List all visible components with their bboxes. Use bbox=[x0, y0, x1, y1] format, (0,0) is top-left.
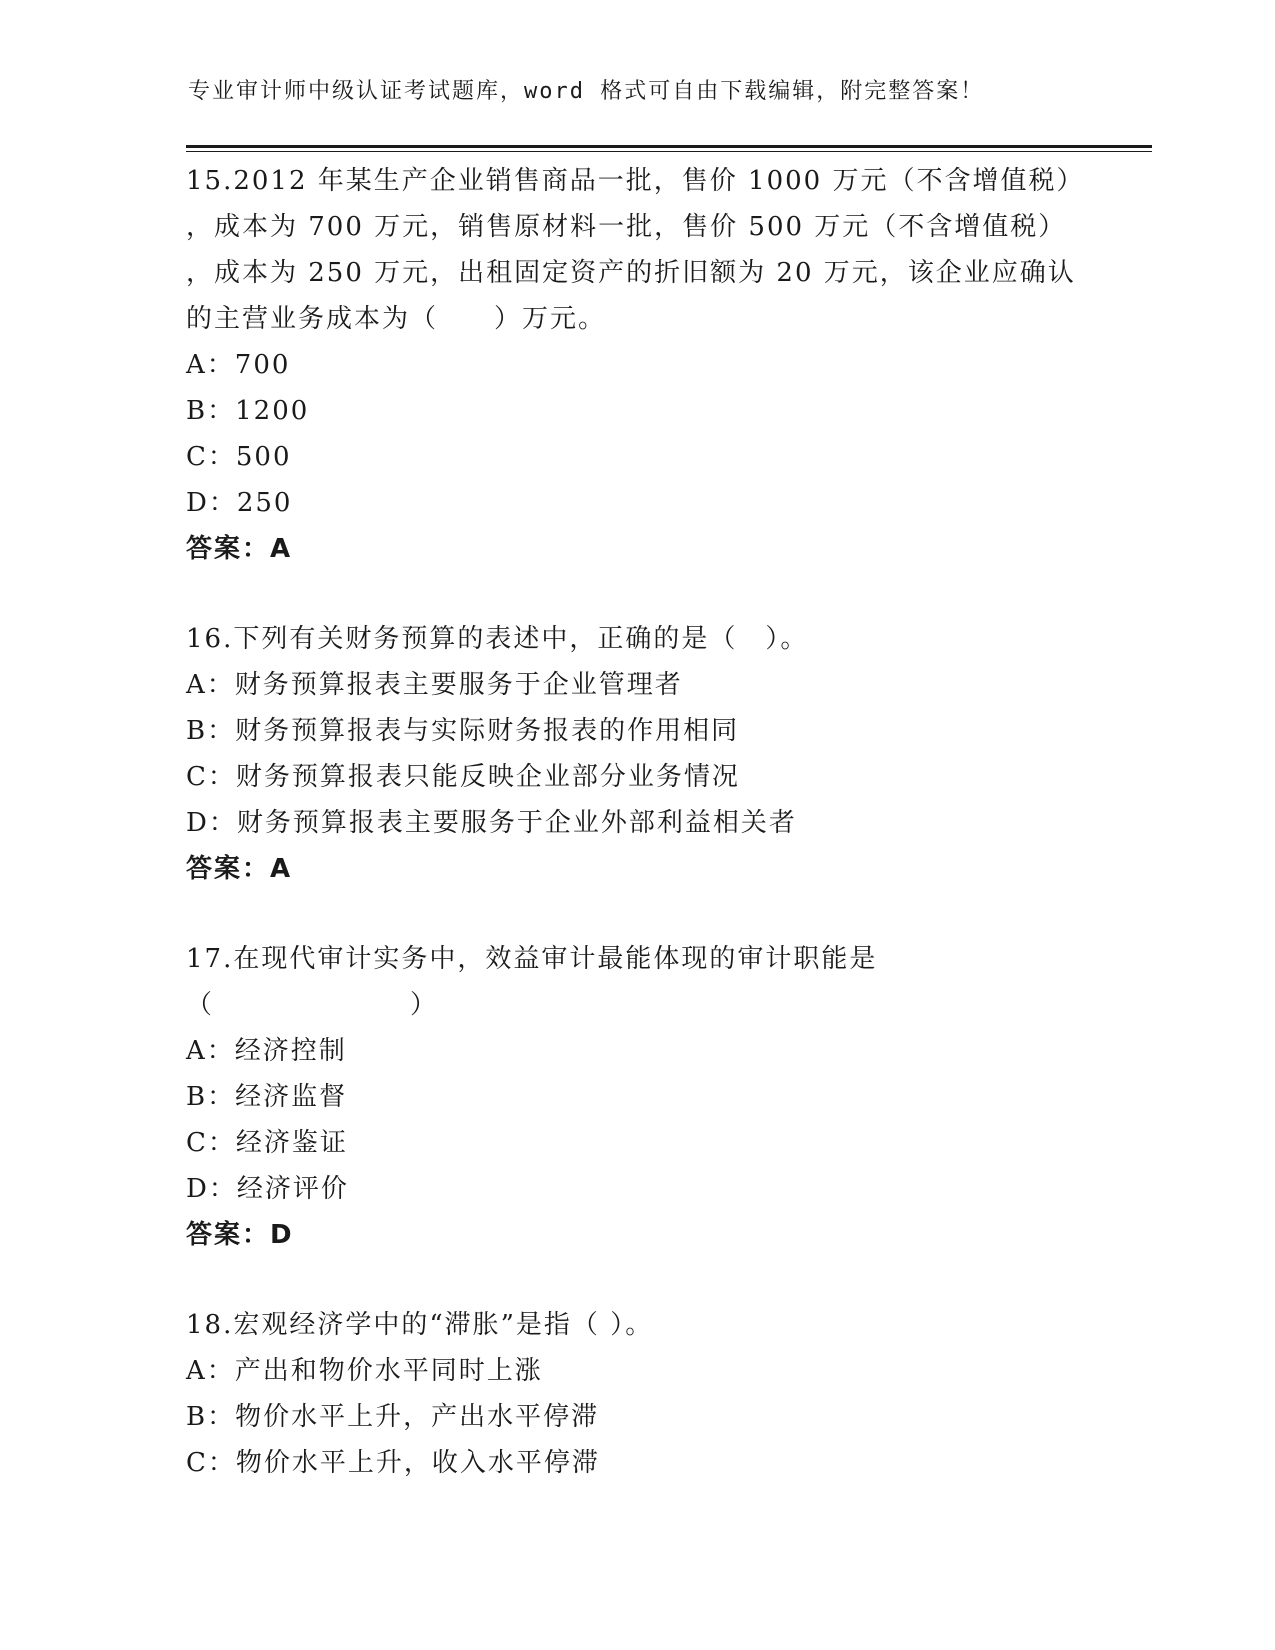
question-stem: （ ） bbox=[186, 990, 439, 1020]
question-stem: 15.2012 年某生产企业销售商品一批，售价 1000 万元（不含增值税） bbox=[186, 166, 1085, 196]
option-b: B：物价水平上升，产出水平停滞 bbox=[186, 1402, 600, 1432]
option-c: C：物价水平上升，收入水平停滞 bbox=[186, 1448, 600, 1478]
question-stem: 18.宏观经济学中的“滞胀”是指（ ）。 bbox=[186, 1310, 654, 1340]
question-17 bbox=[186, 936, 1106, 1258]
question-stem: 17.在现代审计实务中，效益审计最能体现的审计职能是 bbox=[186, 944, 878, 974]
option-a: A：财务预算报表主要服务于企业管理者 bbox=[186, 670, 683, 700]
answer: 答案：A bbox=[186, 534, 293, 564]
question-15 bbox=[186, 158, 1106, 572]
answer: 答案：D bbox=[186, 1220, 294, 1250]
option-c: C：500 bbox=[186, 442, 292, 472]
question-stem: ，成本为 700 万元，销售原材料一批，售价 500 万元（不含增值税） bbox=[186, 212, 1067, 242]
option-b: B：1200 bbox=[186, 396, 310, 426]
option-c: C：经济鉴证 bbox=[186, 1128, 348, 1158]
option-b: B：经济监督 bbox=[186, 1082, 348, 1112]
option-a: A：经济控制 bbox=[186, 1036, 347, 1066]
question-spacer bbox=[186, 1258, 1106, 1302]
header-rule-thin bbox=[186, 151, 1152, 152]
option-d: D：经济评价 bbox=[186, 1174, 349, 1204]
option-c: C：财务预算报表只能反映企业部分业务情况 bbox=[186, 762, 740, 792]
option-a: A：700 bbox=[186, 350, 291, 380]
question-stem: ，成本为 250 万元，出租固定资产的折旧额为 20 万元，该企业应确认 bbox=[186, 258, 1076, 288]
option-d: D：250 bbox=[186, 488, 293, 518]
question-spacer bbox=[186, 572, 1106, 616]
option-b: B：财务预算报表与实际财务报表的作用相同 bbox=[186, 716, 740, 746]
question-spacer bbox=[186, 892, 1106, 936]
answer: 答案：A bbox=[186, 854, 293, 884]
question-stem: 16.下列有关财务预算的表述中，正确的是（ ）。 bbox=[186, 624, 809, 654]
question-18 bbox=[186, 1302, 1106, 1486]
option-a: A：产出和物价水平同时上涨 bbox=[186, 1356, 543, 1386]
question-list bbox=[186, 158, 1106, 1486]
header-rule bbox=[186, 145, 1152, 148]
question-stem: 的主营业务成本为（ ）万元。 bbox=[186, 304, 607, 334]
option-d: D：财务预算报表主要服务于企业外部利益相关者 bbox=[186, 808, 797, 838]
page-header: 专业审计师中级认证考试题库，word 格式可自由下载编辑，附完整答案！ bbox=[188, 79, 985, 104]
question-16 bbox=[186, 616, 1106, 892]
